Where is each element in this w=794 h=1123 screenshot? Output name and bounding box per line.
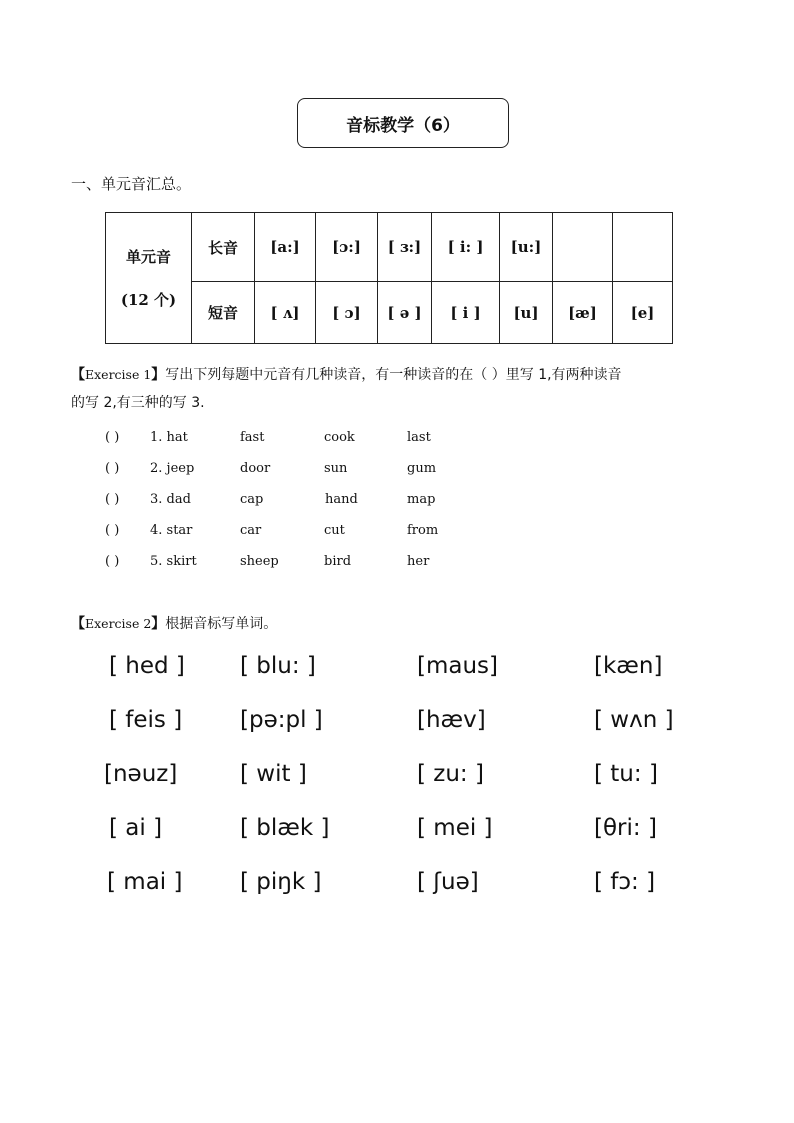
short-vowel-cell: [u] (500, 282, 553, 344)
short-vowel-cell: [e] (613, 282, 673, 344)
long-vowel-cell: [ɔ:] (316, 213, 378, 282)
short-vowel-cell: [æ] (553, 282, 613, 344)
exercise2-tag-close: 】 (151, 616, 166, 632)
section-heading-vowels: 一、单元音汇总。 (71, 175, 192, 193)
long-vowel-cell: [u:] (500, 213, 553, 282)
phonetic-item: [ feis ] (109, 707, 183, 733)
exercise1-word: sun (324, 461, 348, 476)
phonetic-item: [ fɔ: ] (594, 869, 656, 895)
exercise1-tag-close: 】 (151, 367, 166, 383)
exercise1-word: car (240, 523, 262, 538)
vowel-group-label: 单元音 (125, 248, 171, 266)
vowel-group-count: (12 个) (120, 291, 177, 309)
short-vowel-cell: [ ə ] (378, 282, 432, 344)
short-vowel-cell: [ ʌ] (255, 282, 316, 344)
exercise1-word: gum (407, 461, 437, 476)
short-vowel-cell: [ i ] (432, 282, 500, 344)
exercise1-item: 4. star (150, 523, 193, 538)
exercise2-instruction-text: 根据音标写单词。 (165, 616, 278, 632)
long-vowel-cell: [ i: ] (432, 213, 500, 282)
exercise1-tag-open: 【 (71, 367, 85, 383)
phonetic-item: [hæv] (417, 707, 486, 733)
exercise2-instruction (71, 610, 277, 638)
exercise1-word: cap (240, 492, 264, 507)
long-vowel-cell: [ ɜ:] (378, 213, 432, 282)
phonetic-item: [ zu: ] (417, 761, 484, 787)
phonetic-item: [nəuz] (104, 761, 178, 787)
vowel-group-cell (106, 213, 192, 344)
exercise1-instruction (71, 361, 731, 417)
exercise1-word: hand (325, 492, 358, 507)
short-vowel-cell: [ ɔ] (316, 282, 378, 344)
exercise2-tag-open: 【 (71, 616, 85, 632)
exercise1-word: her (407, 554, 430, 569)
phonetic-item: [ blæk ] (240, 815, 330, 841)
exercise1-word: cook (324, 430, 355, 445)
exercise1-item: 2. jeep (150, 461, 195, 476)
phonetic-item: [ mei ] (417, 815, 493, 841)
short-vowel-row (106, 282, 673, 344)
phonetic-item: [ ʃuə] (417, 869, 479, 895)
answer-blank[interactable]: ( ) (105, 492, 120, 507)
exercise1-word: map (407, 492, 436, 507)
exercise1-instruction-line2: 的写 2,有三种的写 3. (71, 395, 205, 411)
exercise1-item: 5. skirt (150, 554, 197, 569)
exercise1-word: door (240, 461, 271, 476)
answer-blank[interactable]: ( ) (105, 554, 120, 569)
long-vowel-label: 长音 (192, 213, 255, 282)
phonetic-item: [ mai ] (107, 869, 183, 895)
phonetic-item: [pə:pl ] (240, 707, 323, 733)
long-vowel-row (106, 213, 673, 282)
phonetic-item: [kæn] (594, 653, 663, 679)
long-vowel-cell: [a:] (255, 213, 316, 282)
exercise1-word: last (407, 430, 431, 445)
phonetic-item: [ wit ] (240, 761, 307, 787)
phonetic-item: [maus] (417, 653, 499, 679)
exercise1-word: cut (324, 523, 345, 538)
phonetic-item: [ hed ] (109, 653, 185, 679)
answer-blank[interactable]: ( ) (105, 430, 120, 445)
exercise1-instruction-line1: 写出下列每题中元音有几种读音，有一种读音的在（ ）里写 1,有两种读音 (165, 367, 622, 383)
phonetic-item: [ piŋk ] (240, 869, 322, 895)
page-title: 音标教学（6） (297, 98, 509, 148)
phonetic-item: [θri: ] (594, 815, 657, 841)
phonetic-item: [ tu: ] (594, 761, 658, 787)
exercise1-tag: Exercise 1 (85, 367, 152, 382)
vowel-summary-table (105, 212, 673, 344)
phonetic-item: [ blu: ] (240, 653, 316, 679)
exercise1-item: 3. dad (150, 492, 191, 507)
short-vowel-label: 短音 (192, 282, 255, 344)
exercise1-word: sheep (240, 554, 279, 569)
answer-blank[interactable]: ( ) (105, 461, 120, 476)
answer-blank[interactable]: ( ) (105, 523, 120, 538)
exercise1-word: bird (324, 554, 352, 569)
phonetic-item: [ ai ] (109, 815, 163, 841)
exercise2-tag: Exercise 2 (85, 616, 152, 631)
exercise1-item: 1. hat (150, 430, 188, 445)
exercise1-word: from (407, 523, 439, 538)
exercise1-word: fast (240, 430, 265, 445)
phonetic-item: [ wʌn ] (594, 707, 674, 733)
long-vowel-cell (613, 213, 673, 282)
long-vowel-cell (553, 213, 613, 282)
